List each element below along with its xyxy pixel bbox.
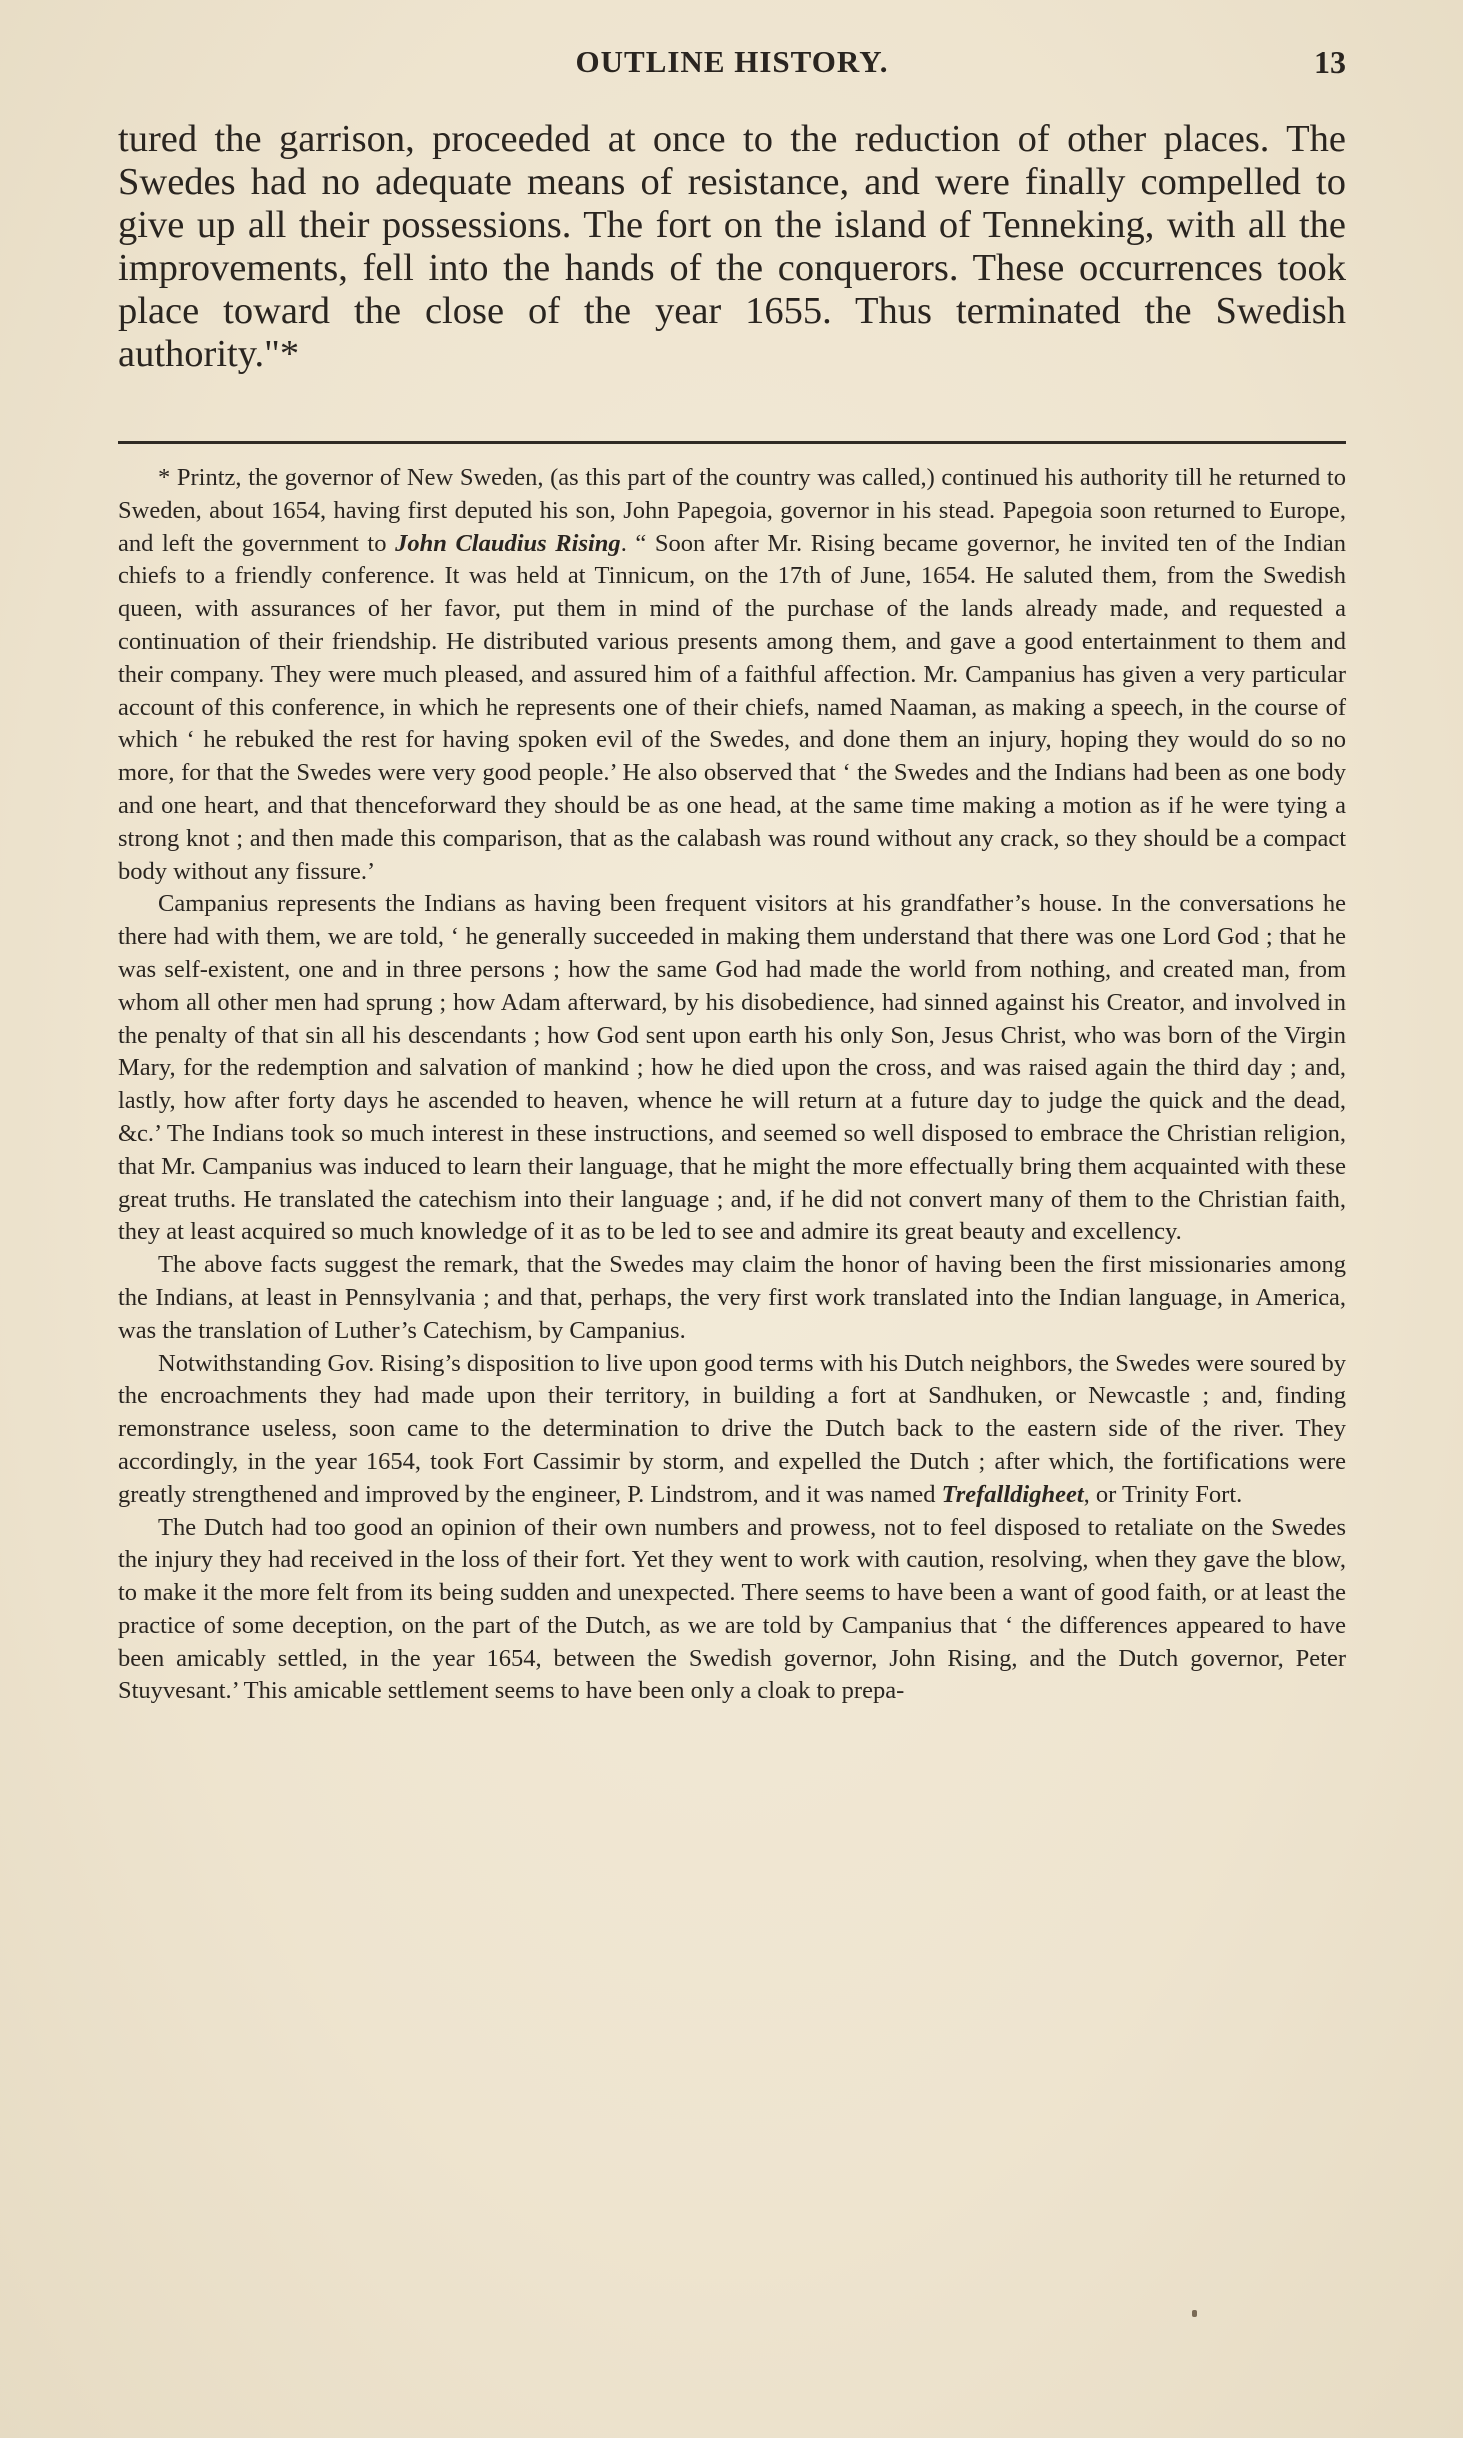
footnotes [118,462,1346,1708]
running-title: OUTLINE HISTORY. [575,44,889,79]
footnote-paragraph-2: Campanius represents the Indians as having been frequent visitors at his grandfather’s house. In the conversations he there had with them, we are told, ‘ he generally succeeded in making them understand that there was one Lord God ; that he was self-existent, one and in three persons ; how the same God had made the world from nothing, and created man, from whom all other men had sprung ; how Adam afterward, by his disobedience, had sinned against his Creator, and involved in the penalty of that sin all his descendants ; how God sent upon earth his only Son, Jesus Christ, who was born of the Virgin Mary, for the redemption and salvation of mankind ; how he died upon the cross, and was raised again the third day ; and, lastly, how after forty days he ascended to heaven, whence he will return at a future day to judge the quick and the dead, &c.’ The Indians took so much interest in these instructions, and seemed so well disposed to embrace the Christian religion, that Mr. Campanius was induced to learn their language, that he might the more effectually bring them acquainted with these great truths. He translated the catechism into their language ; and, if he did not convert many of them to the Christian faith, they at least acquired so much knowledge of it as to be led to see and admire its great beauty and excellency. [118,890,1346,1246]
page-number: 13 [1314,44,1346,80]
main-text [118,118,1346,376]
footnote-text: . “ Soon after Mr. Rising became governor, he invited ten of the Indian chiefs to a friendly conference. It was held at Tinnicum, on the 17th of June, 1654. He saluted them, from the Swedish queen, with assurances of her favor, put them in mind of the purchase of the lands already made, and requested a continuation of their friendship. He distributed various presents among them, and gave a good entertainment to them and their company. They were much pleased, and assured him of a faithful affection. Mr. Campanius has given a very particular account of this conference, in which he represents one of their chiefs, named Naaman, as making a speech, in the course of which ‘ he rebuked the rest for having spoken evil of the Swedes, and done them an injury, hoping they would do so no more, for that the Swedes were very good people.’ He also observed that ‘ the Swedes and the Indians had been as one body and one heart, and that thenceforward they should be as one head, at the same time making a motion as if he were tying a strong knot ; and then made this comparison, that as the calabash was round without any crack, so they should be a compact body without any fissure.’ [118,529,1347,885]
running-head [118,44,1346,84]
paper-speck [1192,2310,1197,2317]
footnote-paragraph-3: The above facts suggest the remark, that the Swedes may claim the honor of having been the first missionaries among the Indians, at least in Pennsylvania ; and that, perhaps, the very first work translated into the Indian language, in America, was the translation of Luther’s Catechism, by Campanius. [118,1251,1346,1344]
footnote-paragraph-4 [118,1348,1346,1512]
footnote-paragraph-5: The Dutch had too good an opinion of their own numbers and prowess, not to feel disposed to retaliate on the Swedes the injury they had received in the loss of their fort. Yet they went to work with caution, resolving, when they gave the blow, to make it the more felt from its being sudden and unexpected. There seems to have been a want of good faith, or at least the practice of some deception, on the part of the Dutch, as we are told by Campanius that ‘ the differences appeared to have been amicably settled, in the year 1654, between the Swedish governor, John Rising, and the Dutch governor, Peter Stuyvesant.’ This amicable settlement seems to have been only a cloak to prepa- [118,1513,1346,1705]
footnote-text: Notwithstanding Gov. Rising’s disposition to live upon good terms with his Dutch neighbors, the Swedes were soured by the encroachments they had made upon their territory, in building a fort at Sandhuken, or Newcastle ; and, finding remonstrance useless, soon came to the determination to drive the Dutch back to the eastern side of the river. They accordingly, in the year 1654, took Fort Cassimir by storm, and expelled the Dutch ; after which, the fortifications were greatly strengthened and improved by the engineer, P. Lindstrom, and it was named [118,1349,1346,1508]
footnote-text: * Printz, the governor of New Sweden, (as this part of the country was called,) continued his authority till he returned to Sweden, about 1654, having first deputed his son, John Papegoia, governor in his stead. Papegoia soon returned to Europe, and left the government to [118,464,1346,557]
footnote-name-fort: Trefalldigheet [941,1480,1084,1508]
footnote-paragraph-1 [118,462,1346,888]
footnote-text: , or Trinity Fort. [1083,1480,1243,1508]
main-paragraph: tured the garrison, proceeded at once to the reduction of other places. The Swedes had no adequate means of resistance, and were finally compelled to give up all their possessions. The fort on the island of Tenneking, with all the improvements, fell into the hands of the conquerors. These occurrences took place toward the close of the year 1655. Thus terminated the Swedish authority."* [118,118,1346,375]
footnote-rule [118,441,1346,444]
footnote-name-rising: John Claudius Rising [395,529,621,557]
